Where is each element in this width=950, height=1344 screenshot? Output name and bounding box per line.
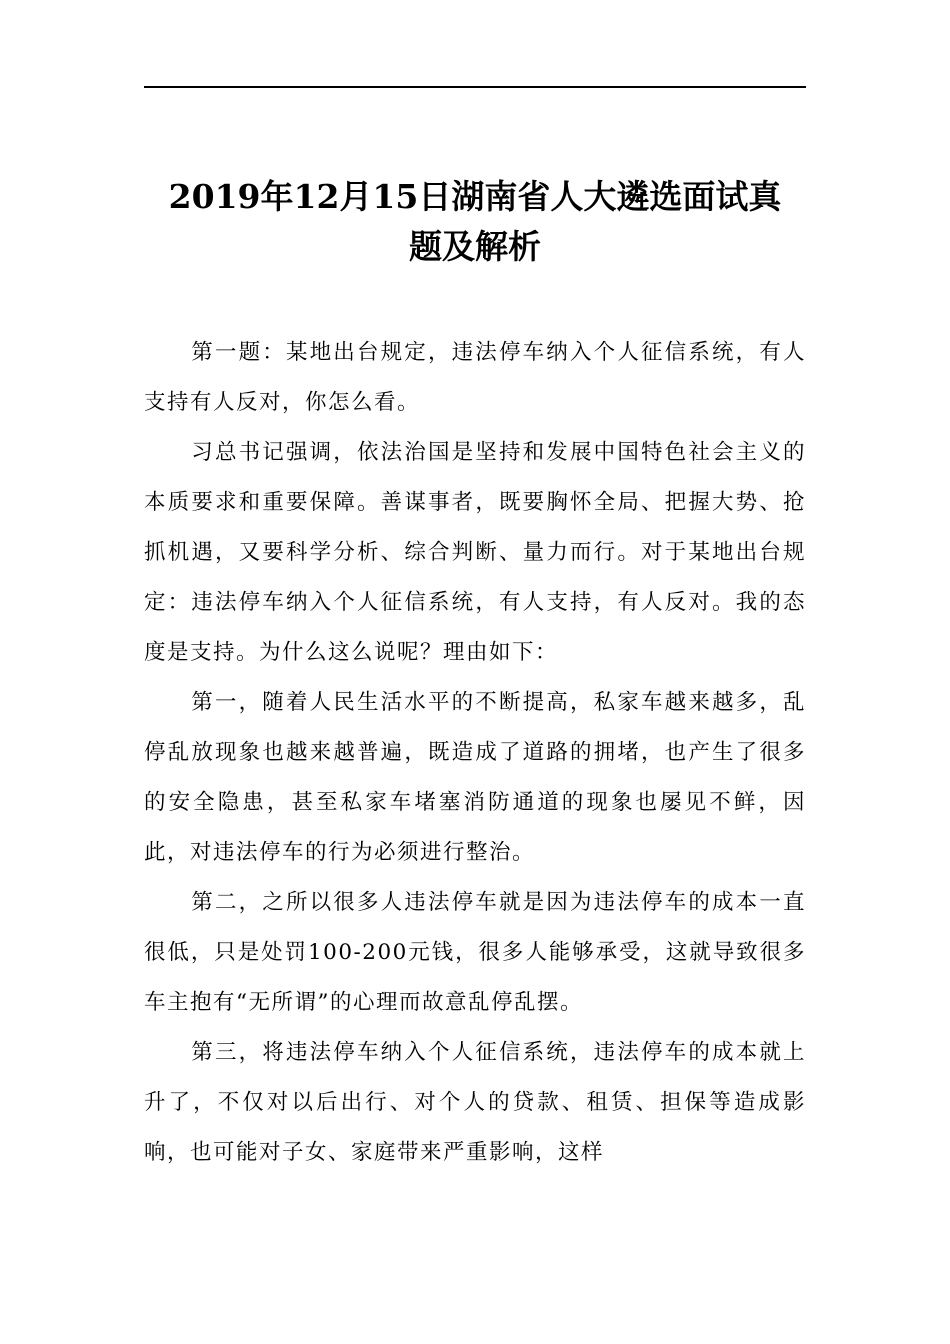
- paragraph-reason-2: 第二，之所以很多人违法停车就是因为违法停车的成本一直很低，只是处罚100-200元钱，很多人能够承受，这就导致很多车主抱有“无所谓”的心理而故意乱停乱摆。: [144, 890, 806, 1015]
- paragraph-intro: 习总书记强调，依法治国是坚持和发展中国特色社会主义的本质要求和重要保障。善谋事者，既要胸怀全局、把握大势、抢抓机遇，又要科学分析、综合判断、量力而行。对于某地出台规定：违法停车纳入个人征信系统，有人支持，有人反对。我的态度是支持。为什么这么说呢？理由如下：: [144, 440, 806, 665]
- header-rule: [144, 86, 806, 88]
- document-title: [144, 172, 806, 272]
- document-body: [144, 328, 806, 1178]
- title-line-2: 题及解析: [409, 227, 541, 266]
- paragraph-question: 第一题：某地出台规定，违法停车纳入个人征信系统，有人支持有人反对，你怎么看。: [144, 340, 806, 415]
- paragraph-reason-1: 第一，随着人民生活水平的不断提高，私家车越来越多，乱停乱放现象也越来越普遍，既造成了道路的拥堵，也产生了很多的安全隐患，甚至私家车堵塞消防通道的现象也屡见不鲜，因此，对违法停车的行为必须进行整治。: [144, 690, 806, 865]
- paragraph-reason-3: 第三，将违法停车纳入个人征信系统，违法停车的成本就上升了，不仅对以后出行、对个人的贷款、租赁、担保等造成影响，也可能对子女、家庭带来严重影响，这样: [144, 1040, 806, 1165]
- title-line-1: 2019年12月15日湖南省人大遴选面试真: [168, 177, 782, 216]
